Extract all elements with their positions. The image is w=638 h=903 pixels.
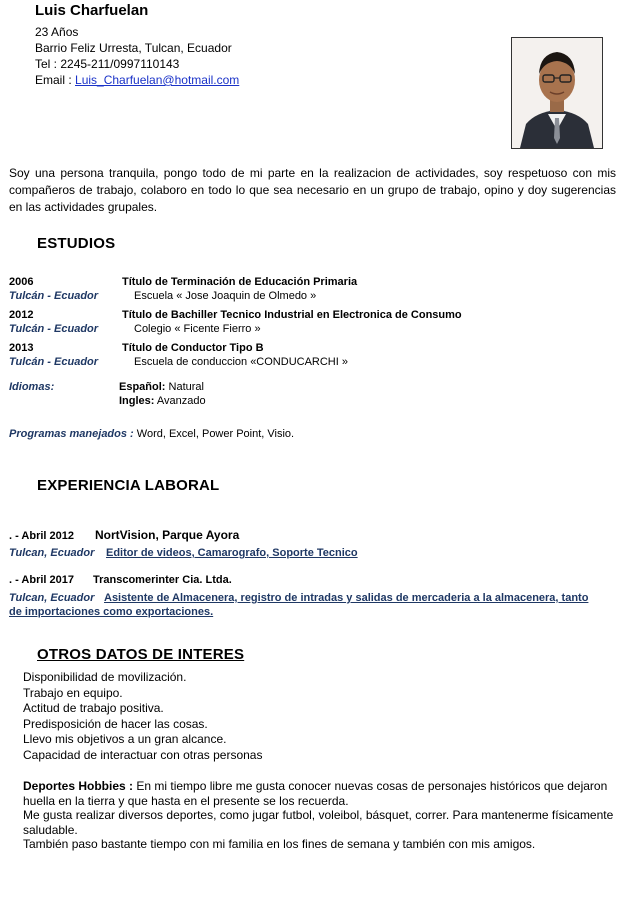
programas-row [9,428,294,440]
list-item: Llevo mis objetivos a un gran alcance. [23,732,227,746]
edu-location: Tulcán - Ecuador [9,356,99,368]
hobbies-line: Me gusta realizar diversos deportes, como jugar futbol, voleibol, básquet, correr. Para mantenerme físicamente [23,808,614,822]
profile-photo [511,37,603,149]
job-location: Tulcan, Ecuador [9,592,95,604]
edu-location: Tulcán - Ecuador [9,323,99,335]
profile-summary: Soy una persona tranquila, pongo todo de mi parte en la realizacion de actividades, soy respetuoso con mis compañeros de trabajo, colaboro en todo lo que sea necesario en un grupo de trabajo, opino y doy sugerencias en las actividades grupales. [9,166,616,214]
idioma-level: Natural [165,381,204,393]
candidate-email-row [35,72,239,88]
edu-year: 2012 [9,309,34,321]
hobbies-paragraph [23,779,623,852]
idiomas-label: Idiomas: [9,381,55,393]
edu-degree: Título de Conductor Tipo B [122,342,264,354]
edu-degree: Título de Terminación de Educación Primaria [122,276,358,288]
section-title-otros: OTROS DATOS DE INTERES [37,646,245,663]
edu-year: 2006 [9,276,34,288]
idioma-row [119,381,204,393]
list-item: Capacidad de interactuar con otras personas [23,747,263,762]
edu-institution: Colegio « Ficente Fierro » [134,323,261,335]
job-company: Transcomerinter Cia. Ltda. [93,574,232,586]
idioma-level: Avanzado [154,395,206,407]
section-title-experiencia: EXPERIENCIA LABORAL [37,477,220,494]
list-item: Disponibilidad de movilización. [23,670,187,684]
programas-label: Programas manejados : [9,428,134,440]
idioma-row [119,395,206,407]
job-company: NortVision, Parque Ayora [95,528,240,542]
edu-degree: Título de Bachiller Tecnico Industrial en Electronica de Consumo [122,309,462,321]
candidate-age: 23 Años [35,25,79,39]
hobbies-label: Deportes Hobbies : [23,779,134,793]
person-photo-icon [512,38,602,148]
job-date: . - Abril 2017 [9,574,75,586]
candidate-phone: Tel : 2245-211/0997110143 [35,57,180,71]
idioma-lang: Ingles: [119,395,155,407]
job-description-line: Asistente de Almacenera, registro de intradas y salidas de mercaderia a la almacenera, tanto [104,592,589,604]
idioma-lang: Español: [119,381,166,393]
edu-year: 2013 [9,342,34,354]
email-link[interactable]: Luis_Charfuelan@hotmail.com [75,73,240,87]
job-location: Tulcan, Ecuador [9,547,95,559]
list-item: Predisposición de hacer las cosas. [23,716,208,731]
job-description-line: de importaciones como exportaciones. [9,606,214,618]
edu-institution: Escuela « Jose Joaquin de Olmedo » [134,290,317,302]
hobbies-line: En mi tiempo libre me gusta conocer nuevas cosas de personajes históricos que dejaron [133,779,608,793]
job-description: Editor de videos, Camarografo, Soporte Tecnico [106,547,358,559]
job-date: . - Abril 2012 [9,530,75,542]
list-item: Trabajo en equipo. [23,685,123,700]
interest-list [23,670,262,763]
list-item: Actitud de trabajo positiva. [23,701,164,715]
candidate-address: Barrio Feliz Urresta, Tulcan, Ecuador [35,41,232,55]
edu-location: Tulcán - Ecuador [9,290,99,302]
edu-institution: Escuela de conduccion «CONDUCARCHI » [134,356,348,368]
candidate-name: Luis Charfuelan [35,2,149,19]
hobbies-line: También paso bastante tiempo con mi familia en los fines de semana y también con mis amigos. [23,837,536,851]
email-label: Email : [35,73,76,87]
hobbies-line: saludable. [23,822,78,837]
programas-value: Word, Excel, Power Point, Visio. [133,428,295,440]
section-title-estudios: ESTUDIOS [37,235,116,252]
hobbies-line: huella en la tierra y que hasta en el presente se los recuerda. [23,793,349,808]
